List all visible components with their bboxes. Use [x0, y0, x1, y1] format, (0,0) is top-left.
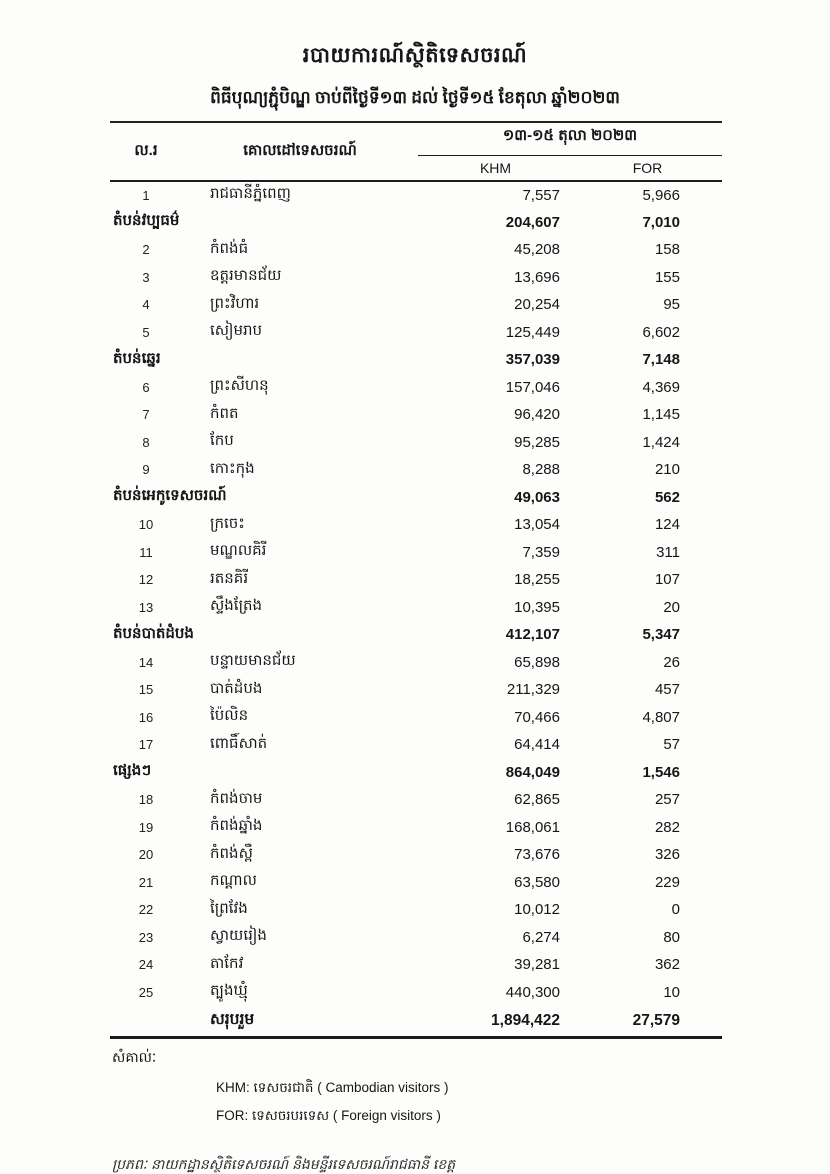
header-row-period [110, 122, 722, 155]
row-number: 1 [142, 187, 150, 203]
row-number: 23 [138, 929, 154, 945]
province-row [110, 594, 722, 622]
province-row [110, 566, 722, 594]
col-header-khm: KHM [418, 155, 573, 181]
row-number: 12 [138, 572, 154, 588]
col-header-for: FOR [573, 155, 722, 181]
province-khm-value: 211,329 [506, 681, 560, 699]
province-row [110, 291, 722, 319]
province-row [110, 704, 722, 732]
province-khm-value: 125,449 [505, 323, 560, 341]
tourism-statistics-table [110, 121, 722, 1039]
zone-name: តំបន់ឆ្នេរ [113, 349, 161, 367]
row-number: 20 [138, 847, 154, 863]
province-khm-value: 70,466 [514, 708, 560, 726]
province-khm-value: 20,254 [514, 296, 560, 314]
zone-name: តំបន់បាត់ដំបង [113, 624, 194, 642]
province-for-value: 4,807 [642, 708, 680, 726]
total-row [110, 1006, 722, 1037]
province-for-value: 6,602 [642, 323, 680, 341]
page-title: របាយការណ៍ស្ថិតិទេសចរណ៍ [302, 43, 528, 67]
zone-for-value: 7,148 [642, 351, 680, 369]
zone-group-row [110, 484, 722, 512]
province-khm-value: 95,285 [514, 433, 560, 451]
province-for-value: 20 [663, 598, 680, 616]
row-number: 15 [138, 682, 154, 698]
province-row [110, 896, 722, 924]
province-row [110, 429, 722, 457]
province-name: ក្រចេះ [210, 514, 245, 532]
province-name: បាត់ដំបង [210, 679, 263, 697]
province-name: ប៉ៃលិន [210, 707, 249, 725]
table-body [110, 181, 722, 1006]
row-number: 11 [139, 544, 153, 560]
province-name: សៀមរាប [210, 322, 263, 340]
province-name: ត្បូងឃ្មុំ [210, 982, 248, 1000]
province-khm-value: 440,300 [505, 983, 560, 1001]
row-number: 19 [138, 819, 154, 835]
zone-khm-value: 412,107 [505, 626, 560, 644]
province-name: កែប [210, 432, 234, 450]
province-khm-value: 157,046 [505, 378, 560, 396]
province-row [110, 374, 722, 402]
province-for-value: 158 [654, 241, 680, 259]
province-khm-value: 13,696 [514, 268, 560, 286]
province-khm-value: 45,208 [514, 241, 560, 259]
province-khm-value: 10,012 [514, 901, 560, 919]
province-khm-value: 10,395 [514, 598, 560, 616]
province-name: រាជធានីភ្នំពេញ [210, 185, 291, 203]
province-for-value: 26 [663, 653, 680, 671]
row-number: 17 [138, 737, 154, 753]
province-row [110, 319, 722, 347]
province-name: កណ្តាល [210, 872, 257, 890]
row-number: 3 [142, 269, 150, 285]
zone-khm-value: 864,049 [505, 763, 560, 781]
province-row [110, 869, 722, 897]
province-row [110, 676, 722, 704]
province-khm-value: 65,898 [514, 653, 560, 671]
province-row [110, 401, 722, 429]
province-for-value: 0 [671, 901, 680, 919]
province-khm-value: 39,281 [514, 956, 560, 974]
row-number: 6 [142, 379, 150, 395]
province-name: ព្រៃវែង [210, 899, 248, 917]
province-for-value: 1,145 [642, 406, 680, 424]
row-number: 16 [138, 709, 154, 725]
table-footer [110, 1006, 722, 1037]
province-khm-value: 7,557 [522, 186, 560, 204]
province-khm-value: 96,420 [514, 406, 560, 424]
province-row [110, 814, 722, 842]
province-for-value: 326 [654, 846, 680, 864]
province-for-value: 1,424 [642, 433, 680, 451]
source-line: ប្រភពៈ នាយកដ្ឋានស្ថិតិទេសចរណ៍ និងមន្ទីរទេសចរណ៍រាជធានី ខេត្ត [112, 1155, 456, 1172]
zone-for-value: 7,010 [642, 213, 680, 231]
province-for-value: 229 [654, 873, 680, 891]
col-header-destination: គោលដៅទេសចរណ៍ [182, 122, 418, 181]
province-for-value: 10 [663, 983, 680, 1001]
province-for-value: 107 [654, 571, 680, 589]
row-number: 22 [138, 902, 154, 918]
province-for-value: 257 [654, 791, 680, 809]
zone-khm-value: 204,607 [505, 213, 560, 231]
row-number: 4 [142, 297, 150, 313]
province-khm-value: 7,359 [522, 543, 560, 561]
row-number: 8 [142, 434, 150, 450]
province-name: កំពង់ឆ្នាំង [210, 817, 263, 835]
province-name: ព្រះវិហារ [210, 294, 260, 312]
note-for-definition: FOR: ទេសចរបរទេស ( Foreign visitors ) [216, 1107, 441, 1123]
province-row [110, 731, 722, 759]
province-khm-value: 18,255 [514, 571, 560, 589]
zone-group-row [110, 621, 722, 649]
row-number: 24 [138, 957, 154, 973]
province-name: មណ្ឌលគិរី [210, 542, 267, 560]
province-row [110, 979, 722, 1007]
province-name: ឧត្តរមានជ័យ [210, 267, 282, 285]
zone-khm-value: 49,063 [514, 488, 560, 506]
province-row [110, 181, 722, 209]
province-name: កំពង់ស្ពឺ [210, 844, 253, 862]
province-name: ស្ទឹងត្រែង [210, 597, 263, 615]
province-row [110, 539, 722, 567]
province-for-value: 210 [654, 461, 680, 479]
row-number: 7 [142, 407, 150, 423]
province-name: ពោធិ៍សាត់ [210, 734, 268, 752]
province-row [110, 649, 722, 677]
zone-khm-value: 357,039 [505, 351, 560, 369]
province-khm-value: 8,288 [522, 461, 560, 479]
province-khm-value: 13,054 [514, 516, 560, 534]
province-for-value: 282 [654, 818, 680, 836]
notes-section [112, 1048, 830, 1125]
province-for-value: 4,369 [642, 378, 680, 396]
row-number: 25 [138, 984, 154, 1000]
province-name: បន្ទាយមានជ័យ [210, 652, 296, 670]
province-for-value: 5,966 [642, 186, 680, 204]
province-khm-value: 73,676 [514, 846, 560, 864]
zone-group-row [110, 209, 722, 237]
row-number: 9 [142, 462, 150, 478]
province-name: រតនគិរី [210, 569, 249, 587]
province-for-value: 95 [663, 296, 680, 314]
table-header [110, 122, 722, 181]
province-for-value: 362 [654, 956, 680, 974]
province-row [110, 511, 722, 539]
province-name: តាកែវ [210, 954, 244, 972]
col-header-period: ១៣-១៥ តុលា ២០២៣ [418, 122, 722, 155]
report-header [0, 0, 830, 112]
row-number: 13 [138, 599, 154, 615]
province-name: ព្រះសីហនុ [210, 377, 269, 395]
row-number: 18 [138, 792, 154, 808]
row-number: 5 [142, 324, 150, 340]
province-row [110, 236, 722, 264]
total-row-spacer [110, 1006, 182, 1037]
province-for-value: 124 [654, 516, 680, 534]
zone-for-value: 1,546 [642, 763, 680, 781]
zone-for-value: 562 [654, 488, 680, 506]
total-label: សរុបរួម [182, 1006, 418, 1037]
province-for-value: 57 [663, 736, 680, 754]
province-name: កំពង់ធំ [210, 239, 249, 257]
province-for-value: 311 [656, 543, 680, 561]
province-row [110, 924, 722, 952]
province-for-value: 80 [663, 928, 680, 946]
province-name: កោះកុង [210, 459, 255, 477]
province-row [110, 841, 722, 869]
page-subtitle: ពិធីបុណ្យភ្ជុំបិណ្ឌ ចាប់ពីថ្ងៃទី១៣ ដល់ ថ្ងៃទី១៥ ខែតុលា ឆ្នាំ២០២៣ [210, 88, 620, 107]
zone-group-row [110, 759, 722, 787]
row-number: 2 [142, 242, 150, 258]
province-for-value: 457 [654, 681, 680, 699]
col-header-no: ល.រ [110, 122, 182, 181]
province-khm-value: 64,414 [514, 736, 560, 754]
total-khm-value: 1,894,422 [418, 1006, 573, 1037]
province-khm-value: 168,061 [505, 818, 560, 836]
province-for-value: 155 [654, 268, 680, 286]
zone-name: តំបន់អេកូទេសចរណ៍ [113, 487, 227, 505]
row-number: 10 [138, 517, 154, 533]
zone-name: ផ្សេងៗ [113, 762, 152, 780]
note-khm-definition: KHM: ទេសចរជាតិ ( Cambodian visitors ) [216, 1079, 449, 1095]
province-khm-value: 63,580 [514, 873, 560, 891]
province-row [110, 786, 722, 814]
zone-group-row [110, 346, 722, 374]
province-khm-value: 6,274 [522, 928, 560, 946]
province-name: កំពត [210, 404, 239, 422]
row-number: 14 [138, 654, 154, 670]
province-row [110, 951, 722, 979]
province-khm-value: 62,865 [514, 791, 560, 809]
province-name: ស្វាយរៀង [210, 927, 267, 945]
province-name: កំពង់ចាម [210, 789, 263, 807]
total-for-value: 27,579 [573, 1006, 722, 1037]
notes-label: សំគាល់ៈ [112, 1048, 157, 1065]
province-row [110, 264, 722, 292]
province-row [110, 456, 722, 484]
row-number: 21 [138, 874, 154, 890]
zone-for-value: 5,347 [642, 626, 680, 644]
zone-name: តំបន់វប្បធម៌ [113, 212, 180, 230]
